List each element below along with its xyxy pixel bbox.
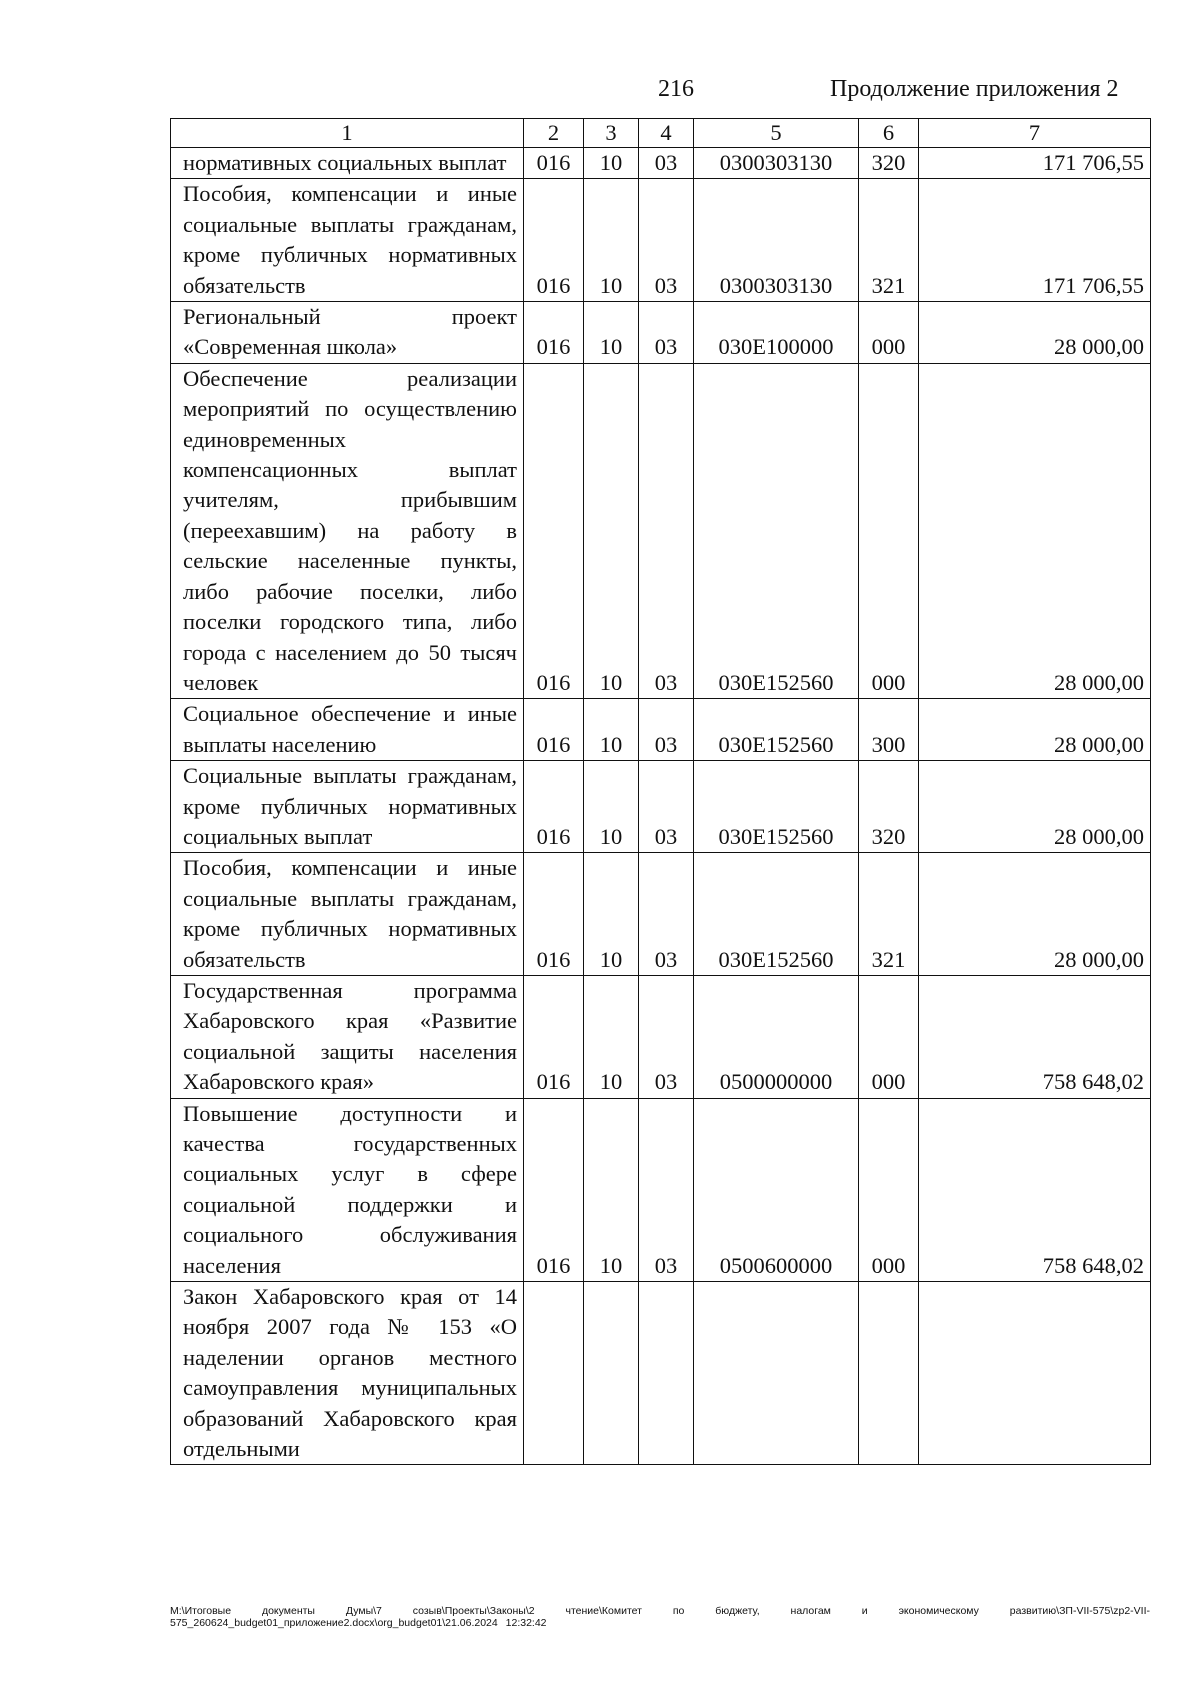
row-subsection-code: 03 (639, 302, 694, 364)
row-amount: 28 000,00 (919, 699, 1151, 761)
row-target-code: 0300303130 (694, 179, 859, 302)
column-number: 5 (694, 119, 859, 148)
row-expense-type: 321 (859, 853, 919, 976)
row-expense-type: 321 (859, 179, 919, 302)
row-ministry-code (524, 1282, 584, 1465)
row-section-code: 10 (584, 363, 639, 698)
file-path-footer: M:\Итоговые документы Думы\7 созыв\Проекты\Законы\2 чтение\Комитет по бюджету, налогам и экономическому развитию\ЗП-VII-575\zp2-VII-575_260624_budget01_приложение2.docx\org_budget01\21.06.2024 12:32:42 (170, 1605, 1150, 1629)
row-amount: 758 648,02 (919, 1098, 1151, 1281)
row-expense-type: 000 (859, 302, 919, 364)
budget-table (170, 118, 1151, 1465)
row-subsection-code: 03 (639, 179, 694, 302)
row-expense-type: 300 (859, 699, 919, 761)
row-ministry-code: 016 (524, 761, 584, 853)
row-subsection-code: 03 (639, 148, 694, 179)
table-row (171, 179, 1151, 302)
row-target-code (694, 1282, 859, 1465)
row-ministry-code: 016 (524, 975, 584, 1098)
column-number-row (171, 119, 1151, 148)
row-subsection-code: 03 (639, 699, 694, 761)
row-name: Социальные выплаты гражданам, кроме публичных нормативных социальных выплат (171, 761, 524, 853)
row-name: Закон Хабаровского края от 14 ноября 2007 года № 153 «О наделении органов местного самоуправления муниципальных образований Хабаровского края отдельными (171, 1282, 524, 1465)
table-row (171, 853, 1151, 976)
row-target-code: 0500000000 (694, 975, 859, 1098)
column-number: 1 (171, 119, 524, 148)
row-section-code: 10 (584, 761, 639, 853)
row-subsection-code: 03 (639, 1098, 694, 1281)
row-amount: 28 000,00 (919, 761, 1151, 853)
row-expense-type: 320 (859, 148, 919, 179)
table-row (171, 302, 1151, 364)
table-row (171, 148, 1151, 179)
row-ministry-code: 016 (524, 363, 584, 698)
row-section-code: 10 (584, 853, 639, 976)
row-name: Государственная программа Хабаровского края «Развитие социальной защиты населения Хабаровского края» (171, 975, 524, 1098)
row-target-code: 030E152560 (694, 853, 859, 976)
column-number: 4 (639, 119, 694, 148)
row-subsection-code: 03 (639, 853, 694, 976)
row-section-code: 10 (584, 148, 639, 179)
row-ministry-code: 016 (524, 853, 584, 976)
row-name: Повышение доступности и качества государственных социальных услуг в сфере социальной поддержки и социального обслуживания населения (171, 1098, 524, 1281)
row-expense-type: 000 (859, 975, 919, 1098)
row-expense-type: 000 (859, 1098, 919, 1281)
row-target-code: 0500600000 (694, 1098, 859, 1281)
row-target-code: 030E152560 (694, 761, 859, 853)
row-amount: 28 000,00 (919, 302, 1151, 364)
row-amount: 758 648,02 (919, 975, 1151, 1098)
column-number: 3 (584, 119, 639, 148)
column-number: 7 (919, 119, 1151, 148)
row-section-code: 10 (584, 302, 639, 364)
table-row (171, 1098, 1151, 1281)
row-section-code: 10 (584, 179, 639, 302)
table-row (171, 761, 1151, 853)
row-subsection-code: 03 (639, 363, 694, 698)
table-row (171, 1282, 1151, 1465)
row-amount: 171 706,55 (919, 148, 1151, 179)
row-ministry-code: 016 (524, 148, 584, 179)
row-name: нормативных социальных выплат (171, 148, 524, 179)
table-row (171, 699, 1151, 761)
row-section-code: 10 (584, 975, 639, 1098)
row-target-code: 030E100000 (694, 302, 859, 364)
row-name: Пособия, компенсации и иные социальные выплаты гражданам, кроме публичных нормативных обязательств (171, 179, 524, 302)
page-number: 216 (658, 76, 694, 102)
row-expense-type (859, 1282, 919, 1465)
continuation-title: Продолжение приложения 2 (830, 76, 1119, 102)
row-ministry-code: 016 (524, 699, 584, 761)
row-subsection-code: 03 (639, 761, 694, 853)
row-target-code: 0300303130 (694, 148, 859, 179)
row-section-code: 10 (584, 1098, 639, 1281)
row-amount: 28 000,00 (919, 853, 1151, 976)
row-amount: 171 706,55 (919, 179, 1151, 302)
row-section-code (584, 1282, 639, 1465)
row-amount (919, 1282, 1151, 1465)
row-target-code: 030E152560 (694, 363, 859, 698)
row-name: Региональный проект «Современная школа» (171, 302, 524, 364)
row-ministry-code: 016 (524, 302, 584, 364)
row-name: Социальное обеспечение и иные выплаты населению (171, 699, 524, 761)
row-subsection-code (639, 1282, 694, 1465)
column-number: 2 (524, 119, 584, 148)
row-section-code: 10 (584, 699, 639, 761)
table-row (171, 363, 1151, 698)
column-number: 6 (859, 119, 919, 148)
table-row (171, 975, 1151, 1098)
row-ministry-code: 016 (524, 179, 584, 302)
row-target-code: 030E152560 (694, 699, 859, 761)
row-name: Пособия, компенсации и иные социальные выплаты гражданам, кроме публичных нормативных обязательств (171, 853, 524, 976)
row-subsection-code: 03 (639, 975, 694, 1098)
row-amount: 28 000,00 (919, 363, 1151, 698)
row-name: Обеспечение реализации мероприятий по осуществлению единовременных компенсационных выплат учителям, прибывшим (переехавшим) на работу в сельские населенные пункты, либо рабочие поселки, либо поселки городского типа, либо города с населением до 50 тысяч человек (171, 363, 524, 698)
row-ministry-code: 016 (524, 1098, 584, 1281)
row-expense-type: 320 (859, 761, 919, 853)
row-expense-type: 000 (859, 363, 919, 698)
